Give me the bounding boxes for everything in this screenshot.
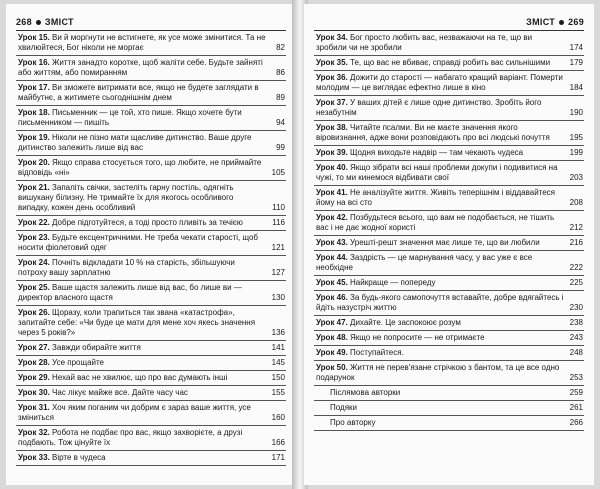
toc-entry (314, 56, 584, 71)
toc-entry (16, 31, 286, 56)
lesson-title: Якщо справа стосується того, що любите, не приймайте відповідь «ні» (18, 158, 262, 177)
right-page-header (314, 16, 584, 28)
toc-entry (314, 186, 584, 211)
toc-entry (16, 156, 286, 181)
left-page (6, 4, 296, 485)
section-title: ЗМІСТ (44, 17, 74, 27)
page-ref: 230 (569, 303, 583, 312)
lesson-title: Позбудьтеся всього, що вам не подобається, не тішить вас і не дає жодної користі (316, 213, 555, 232)
lesson-label: Урок 19. (18, 133, 50, 142)
toc-entry (16, 281, 286, 306)
toc-entry (16, 386, 286, 401)
toc-entry (314, 331, 584, 346)
toc-extra-entry (314, 401, 584, 416)
lesson-label: Урок 23. (18, 233, 50, 242)
lesson-title: Будьте ексцентричними. Не треба чекати старості, щоб носити фіолетовий одяг (18, 233, 258, 252)
lesson-label: Урок 26. (18, 308, 50, 317)
lesson-title: Бог просто любить вас, незважаючи на те, що ви зробили чи не зробили (316, 33, 533, 52)
lesson-title: Урешті-решт значення має лише те, що ви любили (350, 238, 540, 247)
page-ref: 130 (271, 293, 285, 302)
lesson-title: Щоразу, коли трапиться так звана «катастрофа», запитайте себе: «Чи буде це мати для мене хоч якесь значення через 5 років?» (18, 308, 256, 337)
lesson-title: Якщо не попросите — не отримаєте (350, 333, 485, 342)
lesson-title: Читайте псалми. Ви не маєте значення якого віровизнання, адже вони розповідають про всі людські почуття (316, 123, 550, 142)
toc-entry (16, 401, 286, 426)
lesson-title: Не аналізуйте життя. Живіть теперішнім і віддавайтеся йому на всі сто (316, 188, 556, 207)
lesson-title: Усе прощайте (52, 358, 105, 367)
page-ref: 82 (276, 43, 285, 52)
page-ref: 155 (271, 388, 285, 397)
toc-entry (314, 161, 584, 186)
lesson-title: Завжди обирайте життя (52, 343, 141, 352)
page-ref: 121 (271, 243, 285, 252)
page-ref: 212 (569, 223, 583, 232)
page-ref: 208 (569, 198, 583, 207)
section-label: Подяки (330, 403, 357, 412)
lesson-label: Урок 41. (316, 188, 348, 197)
right-page (304, 4, 594, 485)
toc-list (314, 30, 584, 431)
lesson-title: Вірте в чудеса (52, 453, 106, 462)
toc-entry (16, 306, 286, 341)
page-ref: 253 (569, 373, 583, 382)
toc-entry (16, 426, 286, 451)
lesson-title: Письменник — це той, хто пише. Якщо хочете бути письменником — пишіть (18, 108, 242, 127)
toc-entry (16, 231, 286, 256)
lesson-title: Нехай вас не хвилює, що про вас думають інші (52, 373, 228, 382)
lesson-title: Ви й моргнути не встигнете, як усе може змінитися. Та не хвилюйтеся, Бог ніколи не моргає (18, 33, 266, 52)
lesson-title: Життя не перев'язане стрічкою з бантом, та це все одно подарунок (316, 363, 560, 382)
lesson-label: Урок 16. (18, 58, 50, 67)
page-ref: 261 (569, 403, 583, 412)
lesson-label: Урок 44. (316, 253, 348, 262)
page-ref: 203 (569, 173, 583, 182)
lesson-label: Урок 24. (18, 258, 50, 267)
lesson-title: Найкраще — попереду (350, 278, 436, 287)
lesson-label: Урок 43. (316, 238, 348, 247)
page-ref: 179 (569, 58, 583, 67)
lesson-label: Урок 33. (18, 453, 50, 462)
page-ref: 190 (569, 108, 583, 117)
toc-entry (16, 106, 286, 131)
page-ref: 225 (569, 278, 583, 287)
page-ref: 145 (271, 358, 285, 367)
lesson-label: Урок 39. (316, 148, 348, 157)
bullet-icon (559, 20, 564, 25)
toc-entry (16, 131, 286, 156)
toc-entry (314, 291, 584, 316)
lesson-title: Добре підготуйтеся, а тоді просто пливіть за течією (52, 218, 243, 227)
lesson-title: Дожити до старості — набагато кращий варіант. Померти молодим — це виглядає ефектно лише в кіно (316, 73, 563, 92)
page-ref: 141 (271, 343, 285, 352)
toc-entry (314, 236, 584, 251)
toc-entry (16, 371, 286, 386)
lesson-title: Те, що вас не вбиває, справді робить вас сильнішими (350, 58, 551, 67)
page-ref: 222 (569, 263, 583, 272)
toc-entry (314, 316, 584, 331)
page-ref: 195 (569, 133, 583, 142)
left-page-header (16, 16, 286, 28)
lesson-title: Якщо зібрати всі наші проблеми докупи і подивитися на чужі, то ми кинемося відбивати свої (316, 163, 558, 182)
page-ref: 110 (272, 203, 285, 212)
page-ref: 266 (569, 418, 583, 427)
lesson-title: Життя занадто коротке, щоб жаліти себе. Будьте зайняті або життям, або помиранням (18, 58, 263, 77)
lesson-title: Дихайте. Це заспокоює розум (350, 318, 461, 327)
lesson-label: Урок 31. (18, 403, 50, 412)
section-label: Післямова авторки (330, 388, 401, 397)
lesson-label: Урок 20. (18, 158, 50, 167)
lesson-title: Ви зможете витримати все, якщо не будете заглядати в майбутнє, а житимете сьогоднішнім днем (18, 83, 259, 102)
lesson-label: Урок 21. (18, 183, 50, 192)
lesson-label: Урок 36. (316, 73, 348, 82)
lesson-label: Урок 28. (18, 358, 50, 367)
page-ref: 116 (272, 218, 285, 227)
page-ref: 216 (569, 238, 583, 247)
lesson-label: Урок 22. (18, 218, 50, 227)
lesson-title: Почніть відкладати 10 % на старість, збільшуючи потроху вашу зарплатню (18, 258, 235, 277)
lesson-label: Урок 18. (18, 108, 50, 117)
lesson-label: Урок 25. (18, 283, 50, 292)
toc-extra-entry (314, 386, 584, 401)
page-ref: 248 (569, 348, 583, 357)
page-ref: 136 (271, 328, 285, 337)
page-ref: 243 (569, 333, 583, 342)
page-number: 268 (16, 17, 32, 27)
page-ref: 166 (271, 438, 285, 447)
lesson-title: Хоч яким поганим чи добрим є зараз ваше життя, усе зміниться (18, 403, 251, 422)
toc-entry (16, 356, 286, 371)
toc-entry (314, 96, 584, 121)
lesson-label: Урок 15. (18, 33, 50, 42)
page-ref: 184 (569, 83, 583, 92)
page-ref: 238 (569, 318, 583, 327)
toc-entry (314, 146, 584, 161)
page-ref: 171 (271, 453, 285, 462)
lesson-title: Ваше щастя залежить лише від вас, бо лише ви — директор власного щастя (18, 283, 242, 302)
lesson-title: Поступайтеся. (350, 348, 404, 357)
lesson-label: Урок 48. (316, 333, 348, 342)
page-ref: 259 (569, 388, 583, 397)
toc-entry (314, 346, 584, 361)
toc-entry (314, 121, 584, 146)
lesson-label: Урок 34. (316, 33, 348, 42)
lesson-label: Урок 30. (18, 388, 50, 397)
page-ref: 199 (569, 148, 583, 157)
lesson-label: Урок 37. (316, 98, 348, 107)
lesson-title: Ніколи не пізно мати щасливе дитинство. Ваше друге дитинство залежить лише від вас (18, 133, 252, 152)
lesson-label: Урок 27. (18, 343, 50, 352)
lesson-title: Щодня виходьте надвір — там чекають чудеса (350, 148, 524, 157)
lesson-label: Урок 32. (18, 428, 50, 437)
lesson-label: Урок 49. (316, 348, 348, 357)
page-number: 269 (568, 17, 584, 27)
lesson-title: Заздрість — це марнування часу, у вас уже є все необхідне (316, 253, 533, 272)
toc-entry (314, 71, 584, 96)
toc-entry (16, 451, 286, 466)
lesson-label: Урок 45. (316, 278, 348, 287)
toc-list (16, 30, 286, 466)
toc-entry (314, 361, 584, 386)
page-ref: 94 (276, 118, 285, 127)
section-label: Про авторку (330, 418, 376, 427)
toc-entry (16, 216, 286, 231)
page-ref: 89 (276, 93, 285, 102)
toc-entry (314, 31, 584, 56)
lesson-label: Урок 29. (18, 373, 50, 382)
lesson-label: Урок 40. (316, 163, 348, 172)
lesson-label: Урок 42. (316, 213, 348, 222)
lesson-label: Урок 50. (316, 363, 348, 372)
lesson-label: Урок 17. (18, 83, 50, 92)
page-ref: 86 (276, 68, 285, 77)
page-ref: 105 (271, 168, 285, 177)
toc-entry (16, 81, 286, 106)
lesson-label: Урок 46. (316, 293, 348, 302)
lesson-label: Урок 38. (316, 123, 348, 132)
toc-extra-entry (314, 416, 584, 431)
toc-entry (16, 341, 286, 356)
toc-entry (314, 211, 584, 236)
bullet-icon (36, 20, 41, 25)
lesson-title: Запаліть свічки, застеліть гарну постіль, одягніть вишукану білизну. Не тримайте їх для якогось особливого випадку, кожен день особливий (18, 183, 234, 212)
lesson-label: Урок 35. (316, 58, 348, 67)
page-ref: 160 (271, 413, 285, 422)
toc-entry (314, 276, 584, 291)
toc-entry (16, 256, 286, 281)
toc-entry (314, 251, 584, 276)
lesson-title: Час лікує майже все. Дайте часу час (52, 388, 188, 397)
page-ref: 174 (569, 43, 583, 52)
lesson-title: За будь-якого самопочуття вставайте, добре вдягайтесь і йдіть назустріч життю (316, 293, 564, 312)
page-ref: 150 (271, 373, 285, 382)
lesson-title: У ваших дітей є лише одне дитинство. Зробіть його незабутнім (316, 98, 542, 117)
lesson-label: Урок 47. (316, 318, 348, 327)
page-ref: 99 (276, 143, 285, 152)
lesson-title: Робота не подбає про вас, якщо захворієте, а друзі подбають. Тож цінуйте їх (18, 428, 243, 447)
toc-entry (16, 56, 286, 81)
page-ref: 127 (271, 268, 285, 277)
toc-entry (16, 181, 286, 216)
section-title: ЗМІСТ (526, 17, 556, 27)
